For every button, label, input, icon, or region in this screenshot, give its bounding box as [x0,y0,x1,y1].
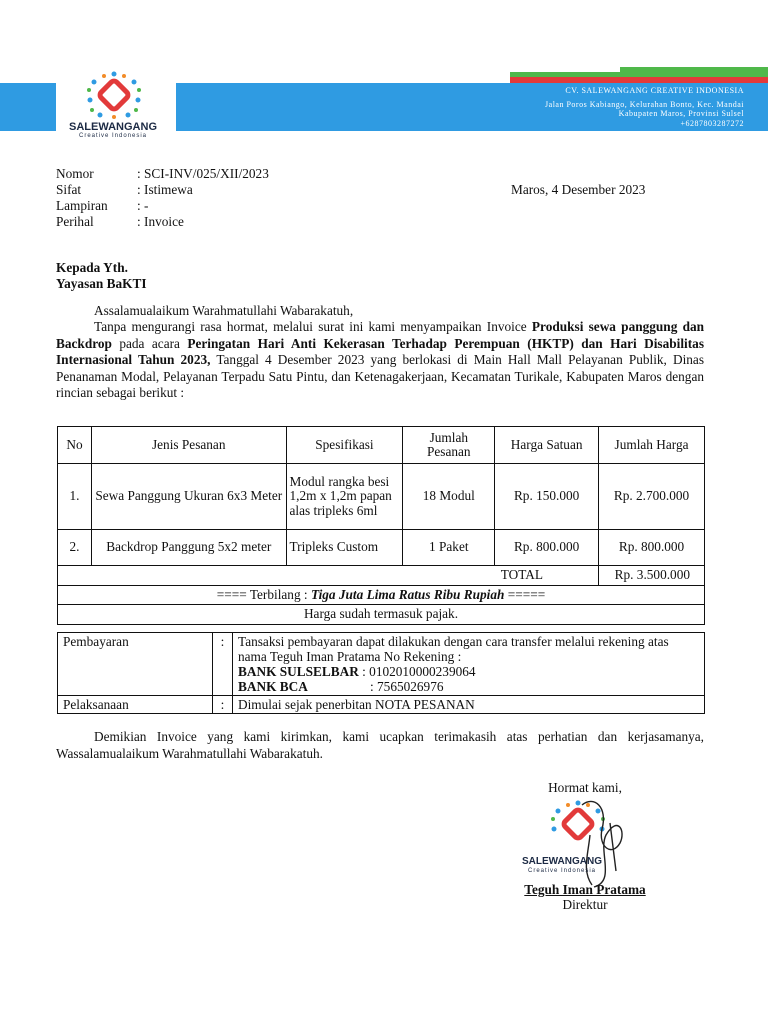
company-address-line1: Jalan Poros Kabiango, Kelurahan Bonto, Kec. Mandai [545,99,744,109]
signature-stamp-icon [532,795,642,895]
cell-no: 2. [58,530,92,566]
cell-harga-satuan: Rp. 150.000 [495,464,599,530]
signature-greeting: Hormat kami, [548,780,622,795]
payment-details [233,633,705,696]
intro-text-a: Tanpa mengurangi rasa hormat, melalui surat ini kami menyampaikan Invoice [94,319,532,334]
header-spesifikasi: Spesifikasi [286,427,403,464]
recipient-salutation: Kepada Yth. [56,260,128,275]
cell-jumlah-harga: Rp. 800.000 [599,530,705,566]
tax-note: Harga sudah termasuk pajak. [58,605,705,625]
total-value: Rp. 3.500.000 [599,566,705,586]
execution-text: Dimulai sejak penerbitan NOTA PESANAN [233,696,705,714]
signer-title: Direktur [562,897,608,912]
cell-spesifikasi: Modul rangka besi 1,2m x 1,2m papan alas tripleks 6ml [286,464,403,530]
terbilang-suffix: ===== [504,586,546,602]
recipient-block [56,260,147,292]
lampiran-value: : - [137,198,149,213]
sifat-value: : Istimewa [137,182,193,197]
total-label: TOTAL [495,566,599,586]
signature-block [510,780,660,796]
company-address-line2: Kabupaten Maros, Provinsi Sulsel [618,109,744,118]
payment-colon: : [213,633,233,696]
company-address-block [545,86,744,128]
intro-paragraph [56,319,704,402]
signature-logo-text: SALEWANGANG [522,856,602,867]
lampiran-label: Lampiran [56,198,108,213]
sifat-label: Sifat [56,182,82,197]
signer-name: Teguh Iman Pratama [524,882,646,897]
letter-meta-labels [56,166,108,230]
cell-jumlah: 1 Paket [403,530,495,566]
cell-jumlah: 18 Modul [403,464,495,530]
cell-no: 1. [58,464,92,530]
execution-label: Pelaksanaan [58,696,213,714]
bank2-account: : 7565026976 [370,679,444,694]
header-jumlah: Jumlah Pesanan [403,427,495,464]
header-jenis: Jenis Pesanan [91,427,286,464]
terbilang-prefix: ==== Terbilang : [216,586,311,602]
payment-table [57,632,705,714]
company-name: CV. SALEWANGANG CREATIVE INDONESIA [565,86,744,95]
intro-text-b: Produksi sewa panggung dan Backdrop [56,319,705,351]
cell-jenis: Sewa Panggung Ukuran 6x3 Meter [91,464,286,530]
header-no: No [58,427,92,464]
bank2-name: BANK BCA [238,679,308,694]
payment-text: Tansaksi pembayaran dapat dilakukan dengan cara transfer melalui rekening atas nama Teguh Iman Pratama No Rekening : [238,634,669,664]
recipient-name: Yayasan BaKTI [56,276,147,291]
letter-date: Maros, 4 Desember 2023 [511,182,646,197]
header-jumlah-harga: Jumlah Harga [599,427,705,464]
company-logo-icon [86,70,142,120]
perihal-value: : Invoice [137,214,184,229]
greeting: Assalamualaikum Warahmatullahi Wabarakatuh, [94,303,354,318]
table-row [58,464,705,530]
tax-note-row [58,605,705,625]
intro-text-d: Peringatan Hari Anti Kekerasan Terhadap Perempuan (HKTP) dan Hari Disabilitas Internasional Tahun 2023, [56,335,704,367]
order-table [57,426,705,625]
cell-jumlah-harga: Rp. 2.700.000 [599,464,705,530]
nomor-label: Nomor [56,166,94,181]
intro-text-c: pada acara [111,335,188,351]
signature-logo-subtext: Creative Indonesia [527,868,597,874]
letter-meta-values [137,166,269,230]
closing-paragraph: Demikian Invoice yang kami kirimkan, kami ucapkan terimakasih atas perhatian dan kerjasamanya, Wassalamualaikum Warahmatullahi Wabarakatuh. [56,729,704,761]
intro-text-e: Tanggal 4 Desember 2023 yang berlokasi di Main Hall Mall Pelayanan Publik, Dinas Penanaman Modal, Pelayanan Terpadu Satu Pintu, dan Ketenagakerjaan, Kecamatan Turikale, Kabupaten Maros dengan rincian sebagai berikut : [56,352,704,400]
execution-colon: : [213,696,233,714]
nomor-value: : SCI-INV/025/XII/2023 [137,166,269,181]
table-header-row [58,427,705,464]
header-harga-satuan: Harga Satuan [495,427,599,464]
bank1-account: : 0102010000239064 [358,664,476,679]
perihal-label: Perihal [56,214,94,229]
terbilang-row [58,585,705,605]
cell-harga-satuan: Rp. 800.000 [495,530,599,566]
payment-label: Pembayaran [58,633,213,696]
company-logo-text: SALEWANGANG [69,121,157,133]
terbilang-cell [58,585,705,605]
company-phone: +6287803287272 [680,118,744,128]
table-row [58,530,705,566]
total-row [58,566,705,586]
cell-jenis: Backdrop Panggung 5x2 meter [91,530,286,566]
payment-row [58,633,705,696]
bank1-name: BANK SULSELBAR [238,664,359,679]
execution-row [58,696,705,714]
cell-spesifikasi: Tripleks Custom [286,530,403,566]
company-logo-subtext: Creative Indonesia [78,133,148,139]
terbilang-value: Tiga Juta Lima Ratus Ribu Rupiah [310,586,505,602]
